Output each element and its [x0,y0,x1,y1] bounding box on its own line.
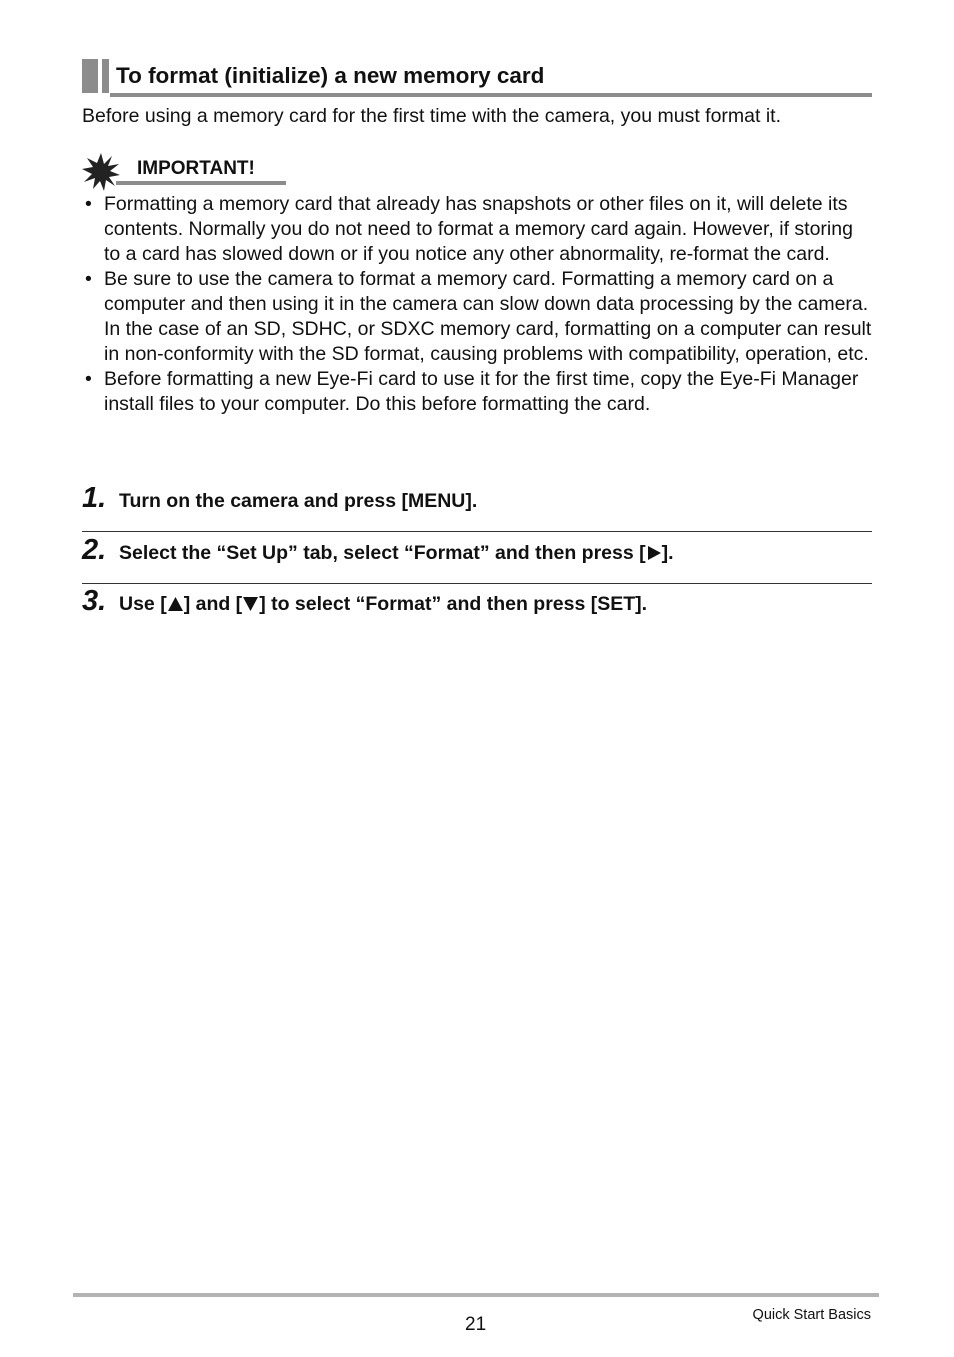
intro-paragraph: Before using a memory card for the first time with the camera, you must format it. [82,105,782,127]
heading-underline [110,93,872,97]
step-divider [82,583,872,584]
section-title: To format (initialize) a new memory card [116,63,545,88]
important-label: IMPORTANT! [137,158,255,179]
up-arrow-icon [167,596,184,612]
important-underline [116,181,286,185]
important-notice-header [82,153,286,187]
page-number: 21 [465,1314,487,1335]
step-number: 1. [82,482,107,514]
right-arrow-icon [646,545,662,561]
step-number: 3. [82,585,107,617]
footer-rule [73,1293,879,1297]
footer-section-name: Quick Start Basics [752,1307,871,1323]
step-text: Use [ ] and [ ] to select “Format” and then press [SET]. [119,593,648,615]
section-heading [82,59,872,97]
step-number: 2. [82,534,107,566]
list-item: • Before formatting a new Eye-Fi card to use it for the first time, copy the Eye-Fi Manager install files to your computer. Do this before formatting the card. [85,368,859,415]
step-2 [82,534,872,574]
list-item: • Formatting a memory card that already has snapshots or other files on it, will delete its contents. Normally you do not need to format a memory card again. However, if storing to a card has slowed down or if you notice any other abnormality, re-format the card. [85,193,853,265]
heading-bar-marker [82,59,110,93]
list-item: • Be sure to use the camera to format a memory card. Formatting a memory card on a computer and then using it in the camera can slow down data processing by the camera. In the case of an SD, SDHC, or SDXC memory card, formatting on a computer can result in non-conformity with the SD format, causing problems with compatibility, operation, etc. [85,268,872,365]
down-arrow-icon [242,596,259,612]
important-bullet-list [82,192,872,417]
step-3 [82,585,872,625]
step-divider [82,531,872,532]
step-1 [82,482,872,522]
starburst-icon [82,153,120,191]
step-text: Turn on the camera and press [MENU]. [119,490,478,512]
step-text: Select the “Set Up” tab, select “Format” and then press [ ]. [119,542,674,564]
